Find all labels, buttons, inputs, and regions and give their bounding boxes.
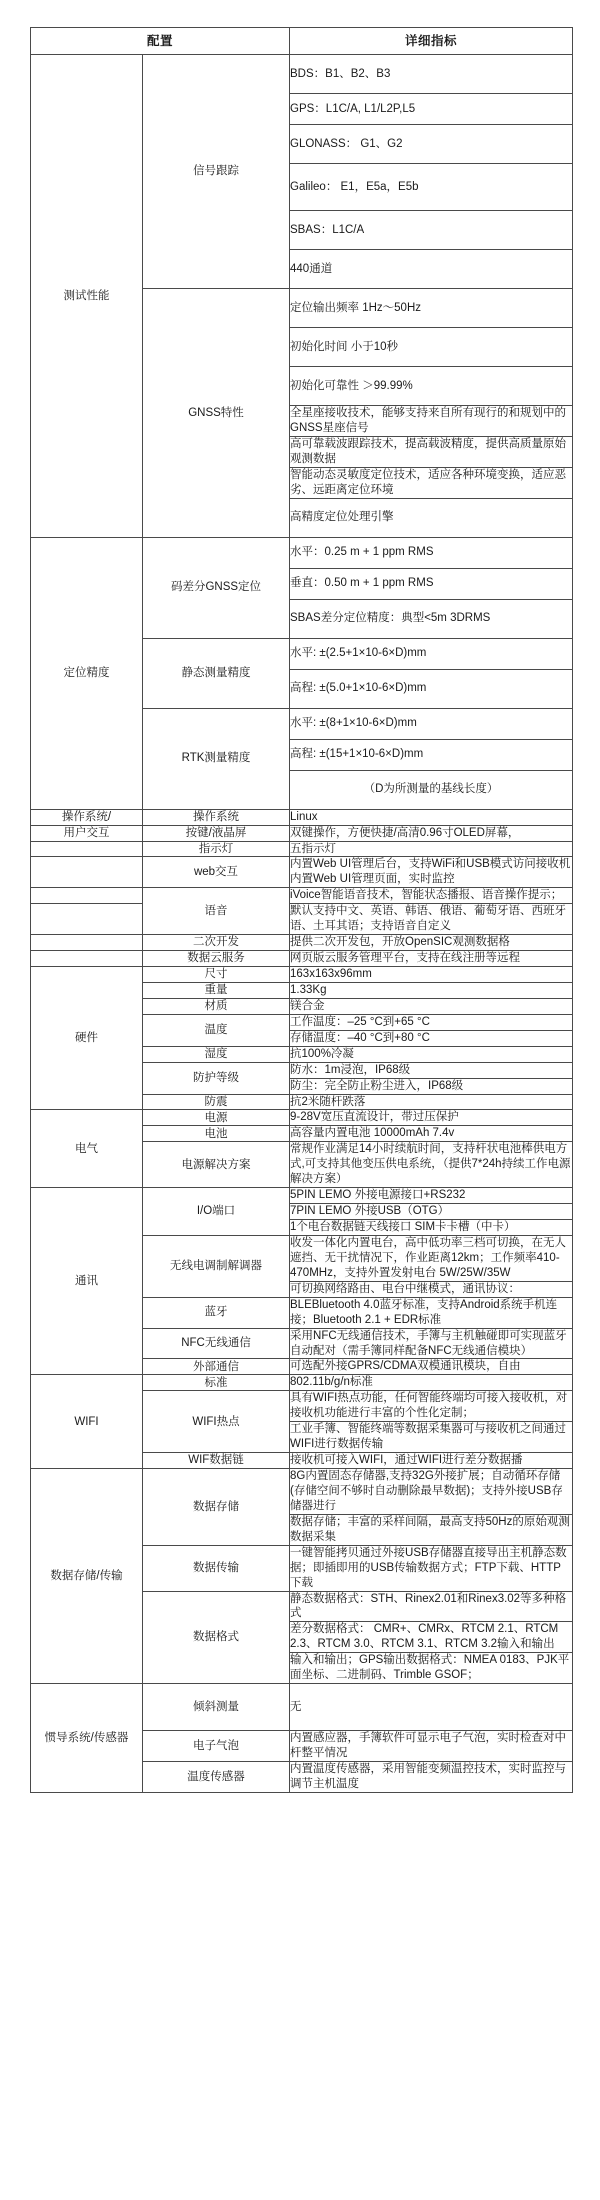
header-cell-config: 配置: [31, 28, 290, 55]
category-cell-secondary: 用户交互: [31, 825, 143, 841]
category-cell: 定位精度: [31, 537, 143, 809]
detail-value-cell: 采用NFC无线通信技术，手簿与主机触碰即可实现蓝牙自动配对（需手簿同样配备NFC无线通信模块）: [290, 1328, 573, 1359]
subcategory-cell: WIF数据链: [143, 1453, 290, 1469]
subcategory-cell: 语音: [143, 888, 290, 935]
subcategory-cell: 蓝牙: [143, 1297, 290, 1328]
detail-value-cell: 一键智能拷贝通过外接USB存储器直接导出主机静态数据；即插即用的USB传输数据方式；FTP下载、HTTP下载: [290, 1545, 573, 1591]
detail-value-cell: 防水：1m浸泡，IP68级: [290, 1062, 573, 1078]
table-row: [31, 888, 573, 904]
category-cell-empty: [31, 951, 143, 967]
subcategory-cell: 倾斜测量: [143, 1684, 290, 1731]
detail-value-cell: SBAS差分定位精度：典型<5m 3DRMS: [290, 599, 573, 638]
subcategory-cell: 信号跟踪: [143, 55, 290, 289]
detail-value-cell: iVoice智能语音技术，智能状态播报、语音操作提示；: [290, 888, 573, 904]
subcategory-cell: 标准: [143, 1375, 290, 1391]
category-cell-empty: [31, 935, 143, 951]
subcategory-cell: 防震: [143, 1094, 290, 1110]
detail-value-cell: 初始化时间 小于10秒: [290, 328, 573, 367]
detail-value-cell: 网页版云服务管理平台，支持在线注册等远程: [290, 951, 573, 967]
detail-value-cell: 高容量内置电池 10000mAh 7.4v: [290, 1126, 573, 1142]
category-cell: 操作系统/: [31, 809, 143, 825]
subcategory-cell: web交互: [143, 857, 290, 888]
detail-value-cell: 抗2米随杆跌落: [290, 1094, 573, 1110]
detail-value-cell: 工作温度：–25 °C到+65 °C: [290, 1014, 573, 1030]
subcategory-cell: 电池: [143, 1126, 290, 1142]
table-row: [31, 1469, 573, 1515]
detail-value-cell: BLEBluetooth 4.0蓝牙标准，支持Android系统手机连接；Bluetooth 2.1 + EDR标准: [290, 1297, 573, 1328]
detail-value-cell: 常规作业满足14小时续航时间，支持杆状电池棒供电方式,可支持其他变压供电系统，（提供7*24h持续工作电源解决方案）: [290, 1142, 573, 1188]
detail-value-cell: 智能动态灵敏度定位技术，适应各种环境变换，适应恶劣、远距离定位环境: [290, 467, 573, 498]
table-row: [31, 857, 573, 888]
subcategory-cell: WIFI热点: [143, 1391, 290, 1453]
detail-value-cell: 水平: ±(2.5+1×10-6×D)mm: [290, 638, 573, 669]
table-header: [31, 28, 573, 55]
detail-value-cell: 内置Web UI管理后台，支持WiFi和USB模式访问接收机内置Web UI管理页面，实时监控: [290, 857, 573, 888]
subcategory-cell: GNSS特性: [143, 289, 290, 538]
category-cell: 通讯: [31, 1188, 143, 1375]
detail-value-cell: 163x163x96mm: [290, 967, 573, 983]
detail-value-cell: 5PIN LEMO 外接电源接口+RS232: [290, 1188, 573, 1204]
detail-value-cell: 高程: ±(5.0+1×10-6×D)mm: [290, 669, 573, 708]
table-row: [31, 904, 573, 935]
subcategory-cell: 防护等级: [143, 1062, 290, 1094]
detail-value-cell: 高精度定位处理引擎: [290, 498, 573, 537]
subcategory-cell: 材质: [143, 998, 290, 1014]
subcategory-cell: I/O端口: [143, 1188, 290, 1236]
subcategory-cell: 电源: [143, 1110, 290, 1126]
detail-value-cell: 数据存储；丰富的采样间隔，最高支持50Hz的原始观测数据采集: [290, 1514, 573, 1545]
header-row: [31, 28, 573, 55]
subcategory-cell: 操作系统: [143, 809, 290, 825]
detail-value-cell: 输入和输出；GPS输出数据格式：NMEA 0183、PJK平面坐标、二进制码、Trimble GSOF；: [290, 1653, 573, 1684]
detail-value-cell: 8G内置固态存储器,支持32G外接扩展；自动循环存储(存储空间不够时自动删除最早数据)；支持外接USB存储器进行: [290, 1469, 573, 1515]
detail-value-cell: 接收机可接入WIFI，通过WIFI进行差分数据播: [290, 1453, 573, 1469]
table-row: [31, 1684, 573, 1731]
detail-value-cell: 收发一体化内置电台，高中低功率三档可切换，在无人遮挡、无干扰情况下，作业距离12km；工作频率410-470MHz，支持外置发射电台 5W/25W/35W: [290, 1235, 573, 1281]
detail-value-cell: （D为所测量的基线长度）: [290, 770, 573, 809]
detail-value-cell: 差分数据格式： CMR+、CMRx、RTCM 2.1、RTCM 2.3、RTCM 3.0、RTCM 3.1、RTCM 3.2输入和输出: [290, 1622, 573, 1653]
category-cell: 硬件: [31, 967, 143, 1110]
subcategory-cell: 数据格式: [143, 1591, 290, 1684]
table-row: [31, 537, 573, 568]
detail-value-cell: 提供二次开发包，开放OpenSIC观测数据格: [290, 935, 573, 951]
detail-value-cell: 水平: ±(8+1×10-6×D)mm: [290, 708, 573, 739]
detail-value-cell: 全星座接收技术，能够支持来自所有现行的和规划中的GNSS星座信号: [290, 406, 573, 437]
detail-value-cell: GLONASS： G1、G2: [290, 125, 573, 164]
subcategory-cell: 电子气泡: [143, 1731, 290, 1762]
subcategory-cell: 电源解决方案: [143, 1142, 290, 1188]
subcategory-cell: 无线电调制解调器: [143, 1235, 290, 1297]
detail-value-cell: 高可靠载波跟踪技术，提高载波精度，提供高质量原始观测数据: [290, 436, 573, 467]
detail-value-cell: 高程: ±(15+1×10-6×D)mm: [290, 739, 573, 770]
detail-value-cell: 9-28V宽压直流设计，带过压保护: [290, 1110, 573, 1126]
subcategory-cell: 外部通信: [143, 1359, 290, 1375]
subcategory-cell: 温度传感器: [143, 1762, 290, 1793]
category-cell: 惯导系统/传感器: [31, 1684, 143, 1793]
table-row: [31, 1375, 573, 1391]
detail-value-cell: 默认支持中文、英语、韩语、俄语、葡萄牙语、西班牙语、土耳其语；支持语音自定义: [290, 904, 573, 935]
specification-table: [30, 27, 573, 1793]
detail-value-cell: 可切换网络路由、电台中继模式，通讯协议：: [290, 1281, 573, 1297]
detail-value-cell: 双键操作，方便快捷/高清0.96寸OLED屏幕，: [290, 825, 573, 841]
table-body: [31, 55, 573, 1793]
detail-value-cell: 防尘：完全防止粉尘进入，IP68级: [290, 1078, 573, 1094]
detail-value-cell: Linux: [290, 809, 573, 825]
table-row: [31, 951, 573, 967]
detail-value-cell: 无: [290, 1684, 573, 1731]
detail-value-cell: 定位输出频率 1Hz～50Hz: [290, 289, 573, 328]
detail-value-cell: 垂直：0.50 m + 1 ppm RMS: [290, 568, 573, 599]
detail-value-cell: 可选配外接GPRS/CDMA双模通讯模块，自由: [290, 1359, 573, 1375]
detail-value-cell: 存储温度：–40 °C到+80 °C: [290, 1030, 573, 1046]
detail-value-cell: 具有WIFI热点功能，任何智能终端均可接入接收机，对接收机功能进行丰富的个性化定制；: [290, 1391, 573, 1422]
category-cell: WIFI: [31, 1375, 143, 1469]
table-row: [31, 825, 573, 841]
detail-value-cell: 初始化可靠性 ＞99.99%: [290, 367, 573, 406]
detail-value-cell: 静态数据格式：STH、Rinex2.01和Rinex3.02等多种格式: [290, 1591, 573, 1622]
table-row: [31, 935, 573, 951]
subcategory-cell: 指示灯: [143, 841, 290, 857]
subcategory-cell: 尺寸: [143, 967, 290, 983]
detail-value-cell: Galileo： E1，E5a，E5b: [290, 164, 573, 211]
category-cell-empty: [31, 888, 143, 904]
header-cell-details: 详细指标: [290, 28, 573, 55]
detail-value-cell: 镁合金: [290, 998, 573, 1014]
table-row: [31, 1188, 573, 1204]
detail-value-cell: 五指示灯: [290, 841, 573, 857]
detail-value-cell: 工业手簿、智能终端等数据采集器可与接收机之间通过WIFI进行数据传输: [290, 1422, 573, 1453]
detail-value-cell: GPS：L1C/A, L1/L2P,L5: [290, 94, 573, 125]
table-row: [31, 809, 573, 825]
detail-value-cell: SBAS：L1C/A: [290, 211, 573, 250]
category-cell: 测试性能: [31, 55, 143, 538]
table-row: [31, 841, 573, 857]
subcategory-cell: 码差分GNSS定位: [143, 537, 290, 638]
detail-value-cell: 1.33Kg: [290, 982, 573, 998]
category-cell-empty: [31, 857, 143, 888]
subcategory-cell: 湿度: [143, 1046, 290, 1062]
table-row: [31, 967, 573, 983]
detail-value-cell: 1个电台数据链天线接口 SIM卡卡槽（中卡）: [290, 1220, 573, 1236]
subcategory-cell: 重量: [143, 982, 290, 998]
detail-value-cell: 抗100%冷凝: [290, 1046, 573, 1062]
detail-value-cell: 802.11b/g/n标准: [290, 1375, 573, 1391]
subcategory-cell: 静态测量精度: [143, 638, 290, 708]
spec-table-container: [30, 27, 572, 1793]
subcategory-cell: 按键/液晶屏: [143, 825, 290, 841]
detail-value-cell: 7PIN LEMO 外接USB（OTG）: [290, 1204, 573, 1220]
detail-value-cell: 内置感应器，手簿软件可显示电子气泡，实时检查对中杆整平情况: [290, 1731, 573, 1762]
category-cell: 数据存储/传输: [31, 1469, 143, 1684]
subcategory-cell: 数据存储: [143, 1469, 290, 1546]
subcategory-cell: 二次开发: [143, 935, 290, 951]
table-row: [31, 55, 573, 94]
subcategory-cell: 温度: [143, 1014, 290, 1046]
category-cell: 电气: [31, 1110, 143, 1188]
subcategory-cell: NFC无线通信: [143, 1328, 290, 1359]
category-cell-empty: [31, 841, 143, 857]
subcategory-cell: 数据云服务: [143, 951, 290, 967]
detail-value-cell: 内置温度传感器，采用智能变频温控技术，实时监控与调节主机温度: [290, 1762, 573, 1793]
subcategory-cell: RTK测量精度: [143, 708, 290, 809]
subcategory-cell: 数据传输: [143, 1545, 290, 1591]
detail-value-cell: 水平：0.25 m + 1 ppm RMS: [290, 537, 573, 568]
table-row: [31, 1110, 573, 1126]
detail-value-cell: 440通道: [290, 250, 573, 289]
category-cell-empty: [31, 904, 143, 935]
detail-value-cell: BDS：B1、B2、B3: [290, 55, 573, 94]
